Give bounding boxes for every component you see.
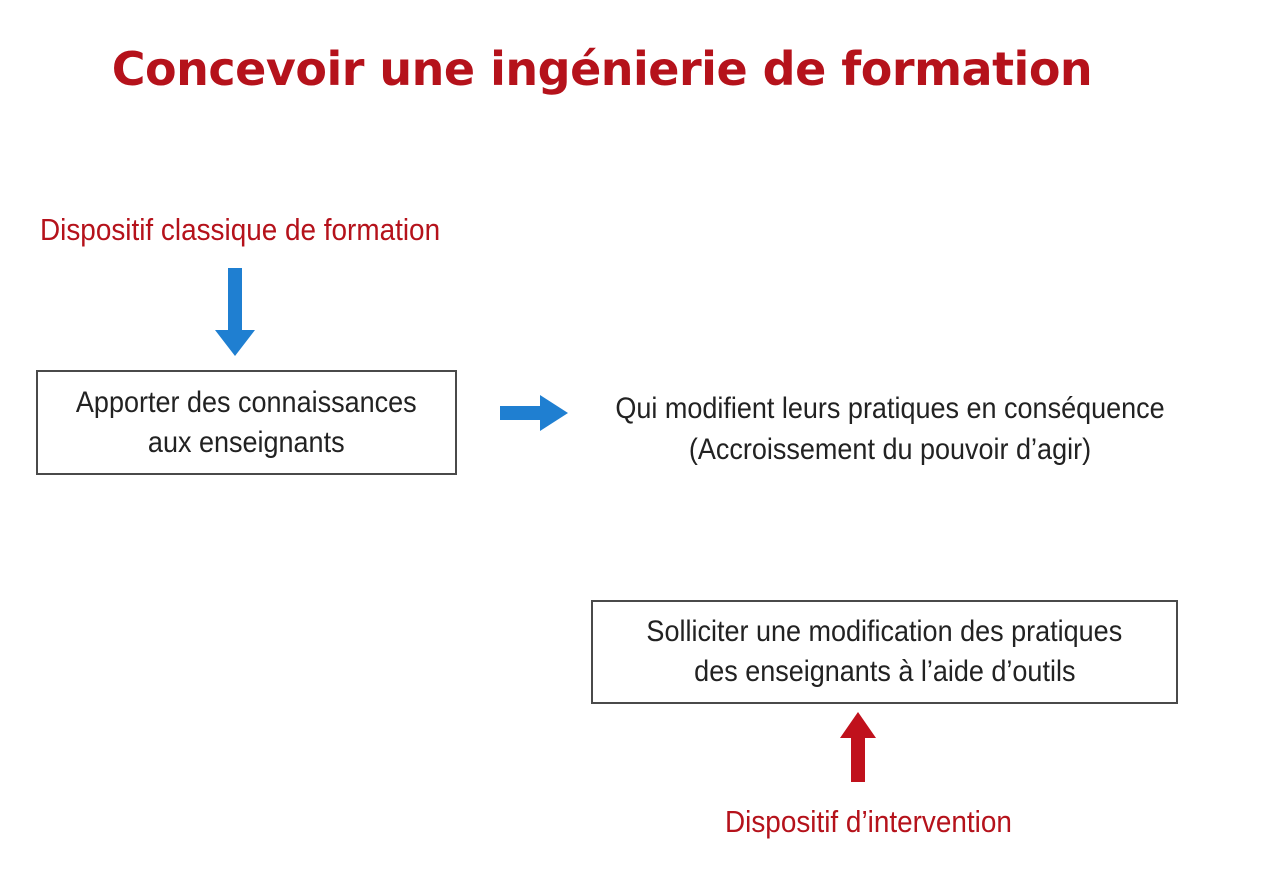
label-dispositif-intervention: Dispositif d’intervention xyxy=(725,804,1012,839)
down-arrow-icon xyxy=(213,268,257,356)
box-apporter-connaissances xyxy=(36,370,457,475)
box-solliciter-modification xyxy=(591,600,1178,704)
right-arrow-icon xyxy=(500,395,568,431)
result-line1: Qui modifient leurs pratiques en conséquence xyxy=(615,392,1165,425)
result-text xyxy=(560,388,1220,470)
box-solliciter-line2: des enseignants à l’aide d’outils xyxy=(693,655,1076,688)
box-solliciter-line1: Solliciter une modification des pratiques xyxy=(646,615,1123,648)
up-arrow-icon xyxy=(838,712,878,782)
box-apporter-line2: aux enseignants xyxy=(148,425,345,459)
slide-title: Concevoir une ingénierie de formation xyxy=(111,42,1093,96)
box-apporter-line1: Apporter des connaissances xyxy=(76,385,417,419)
result-line2: (Accroissement du pouvoir d’agir) xyxy=(688,433,1092,466)
label-dispositif-classique: Dispositif classique de formation xyxy=(40,212,441,247)
